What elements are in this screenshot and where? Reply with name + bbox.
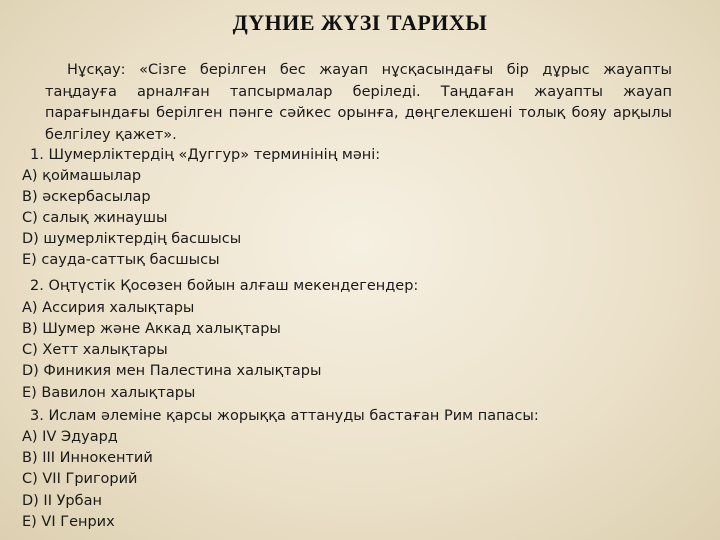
option-3b: В) III Иннокентий [22, 450, 153, 466]
option-2a: А) Ассирия халықтары [22, 300, 195, 316]
option-3c: С) VII Григорий [22, 471, 138, 487]
option-2b: В) Шумер және Аккад халықтары [22, 321, 281, 337]
option-3e: Е) VI Генрих [22, 514, 115, 530]
option-3a: А) IV Эдуард [22, 429, 118, 445]
question-3: 3. Ислам әлеміне қарсы жорыққа аттануды бастаған Рим папасы: [30, 408, 539, 424]
slide-title: ДҮНИЕ ЖҮЗІ ТАРИХЫ [232, 10, 488, 35]
option-2c: С) Хетт халықтары [22, 342, 168, 358]
option-1b: В) әскербасылар [22, 189, 151, 205]
option-1d: D) шумерліктердің басшысы [22, 231, 242, 247]
option-2d: D) Финикия мен Палестина халықтары [22, 363, 322, 379]
option-2e: Е) Вавилон халықтары [22, 385, 196, 401]
option-1e: Е) сауда-саттық басшысы [22, 252, 220, 268]
option-3d: D) II Урбан [22, 493, 102, 509]
question-1: 1. Шумерліктердің «Дуггур» терминінің мәні: [30, 147, 381, 163]
option-1c: С) салық жинаушы [22, 210, 168, 226]
instruction-text: Нұсқау: «Сізге берілген бес жауап нұсқасындағы бір дұрыс жауапты таңдауға арналған тапсырмалар беріледі. Таңдаған жауапты жауап парағындағы берілген пәнге сәйкес орынға, дөңгелекшені толық бояу арқылы белгілеу қажет». [45, 62, 672, 143]
option-1a: А) қоймашылар [22, 168, 142, 184]
question-2: 2. Оңтүстік Қосөзен бойын алғаш мекендегендер: [30, 278, 419, 294]
